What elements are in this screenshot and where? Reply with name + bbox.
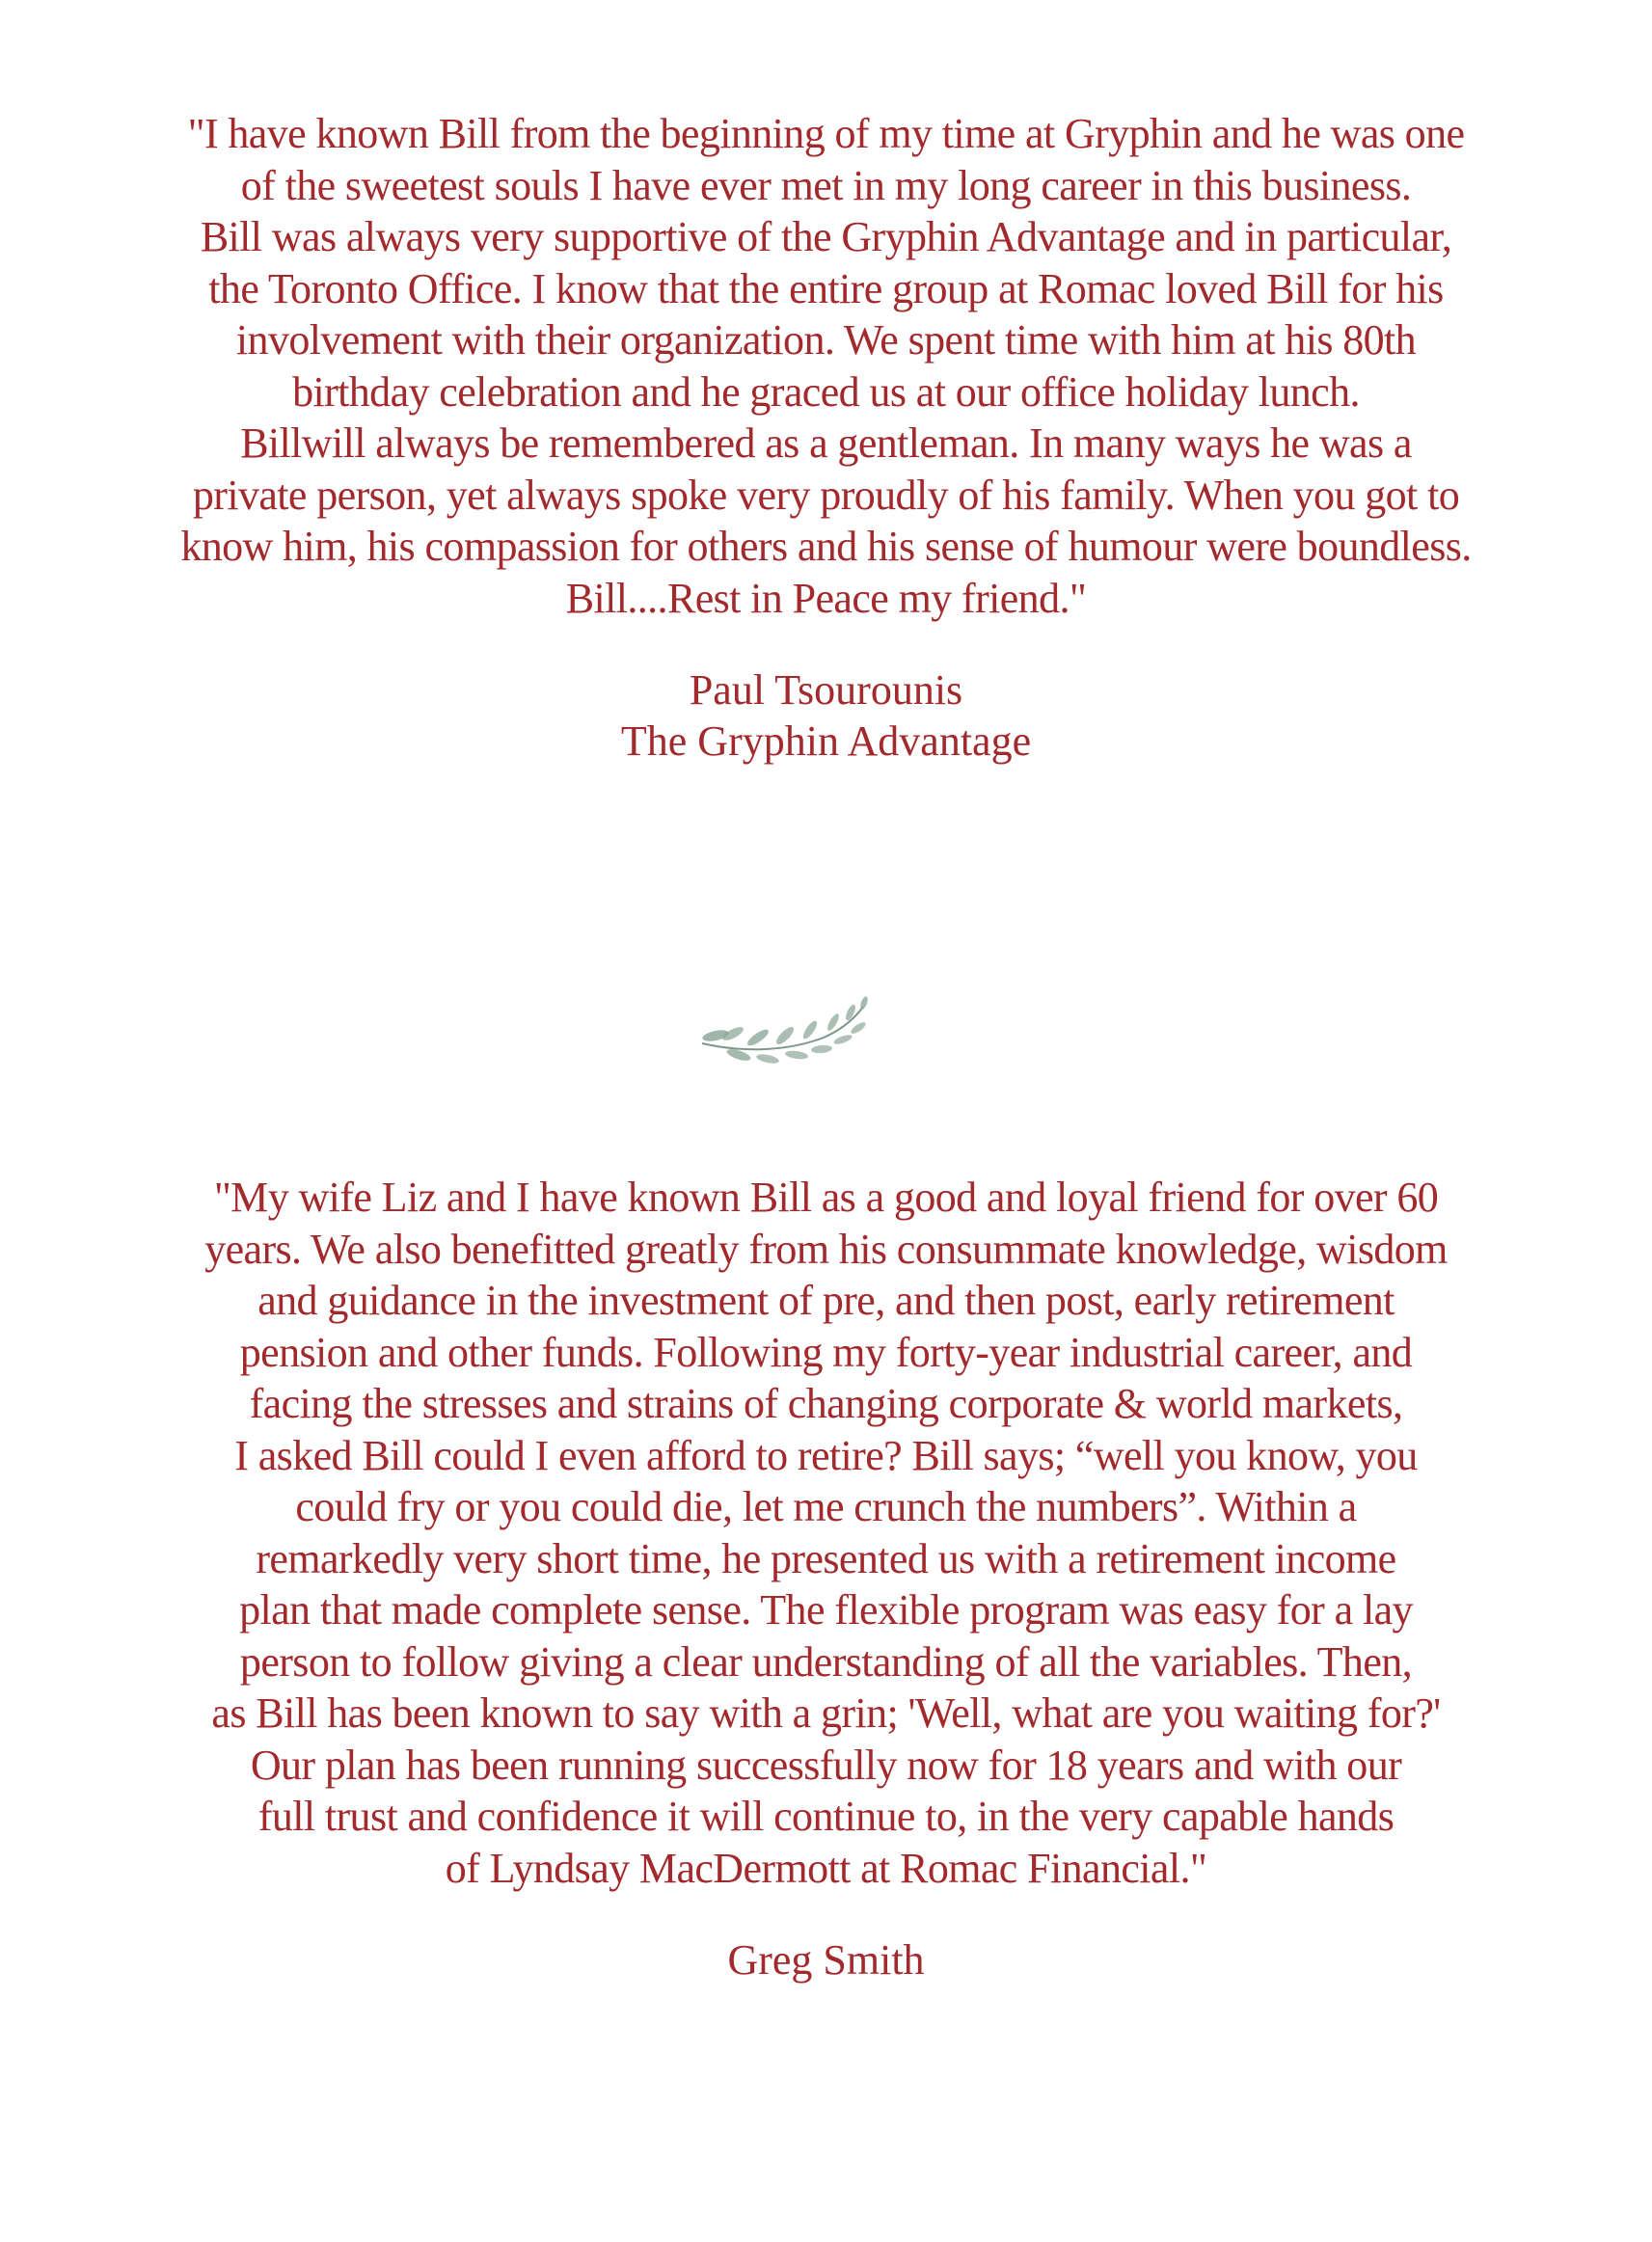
quote-line: and guidance in the investment of pre, and then post, early retirement	[257, 1277, 1395, 1324]
quote-line: Bill....Rest in Peace my friend."	[565, 574, 1087, 622]
tribute-signature	[0, 1934, 1652, 1985]
tribute-paul-tsourounis	[0, 108, 1652, 767]
quote-line: I asked Bill could I even afford to retire? Bill says; “well you know, you	[234, 1431, 1418, 1479]
quote-line: of Lyndsay MacDermott at Romac Financial."	[445, 1844, 1207, 1892]
quote-line: involvement with their organization. We spent time with him at his 80th	[235, 316, 1417, 364]
quote-line: birthday celebration and he graced us at our office holiday lunch.	[292, 367, 1360, 416]
quote-line: person to follow giving a clear understanding of all the variables. Then,	[239, 1637, 1413, 1686]
quote-line: years. We also benefitted greatly from his consummate knowledge, wisdom	[204, 1225, 1448, 1273]
quote-line: the Toronto Office. I know that the entire group at Romac loved Bill for his	[208, 264, 1444, 312]
divider-ornament	[696, 993, 870, 1070]
quote-line: could fry or you could die, let me crunch the numbers”. Within a	[295, 1483, 1357, 1530]
quote-line: facing the stresses and strains of changing corporate & world markets,	[249, 1380, 1403, 1427]
quote-line: plan that made complete sense. The flexible program was easy for a lay	[239, 1586, 1413, 1634]
quote-line: remarkedly very short time, he presented us with a retirement income	[256, 1534, 1396, 1582]
quote-line: full trust and confidence it will continue to, in the very capable hands	[257, 1793, 1395, 1840]
tribute-greg-smith	[0, 1172, 1652, 1985]
author-affiliation: The Gryphin Advantage	[620, 717, 1032, 765]
quote-line: Bill was always very supportive of the Gryphin Advantage and in particular,	[200, 213, 1452, 260]
author-name: Greg Smith	[727, 1936, 925, 1984]
quote-line: private person, yet always spoke very proudly of his family. When you got to	[192, 471, 1460, 519]
quote-line: "I have known Bill from the beginning of my time at Gryphin and he was one	[187, 110, 1465, 157]
tribute-signature	[0, 664, 1652, 767]
tribute-quote	[0, 108, 1652, 624]
author-name: Paul Tsourounis	[689, 666, 963, 714]
quote-line: Our plan has been running successfully now for 18 years and with our	[250, 1741, 1402, 1789]
quote-line: as Bill has been known to say with a grin; 'Well, what are you waiting for?'	[211, 1689, 1441, 1737]
tribute-quote	[0, 1172, 1652, 1894]
quote-line: know him, his compassion for others and his sense of humour were boundless.	[180, 523, 1472, 570]
quote-line: of the sweetest souls I have ever met in my long career in this business.	[240, 161, 1412, 209]
quote-line: pension and other funds. Following my forty-year industrial career, and	[239, 1328, 1413, 1376]
quote-line: Billwill always be remembered as a gentleman. In many ways he was a	[240, 419, 1412, 467]
leaf-sprig-icon	[696, 993, 870, 1070]
quote-line: "My wife Liz and I have known Bill as a good and loyal friend for over 60	[213, 1174, 1439, 1221]
